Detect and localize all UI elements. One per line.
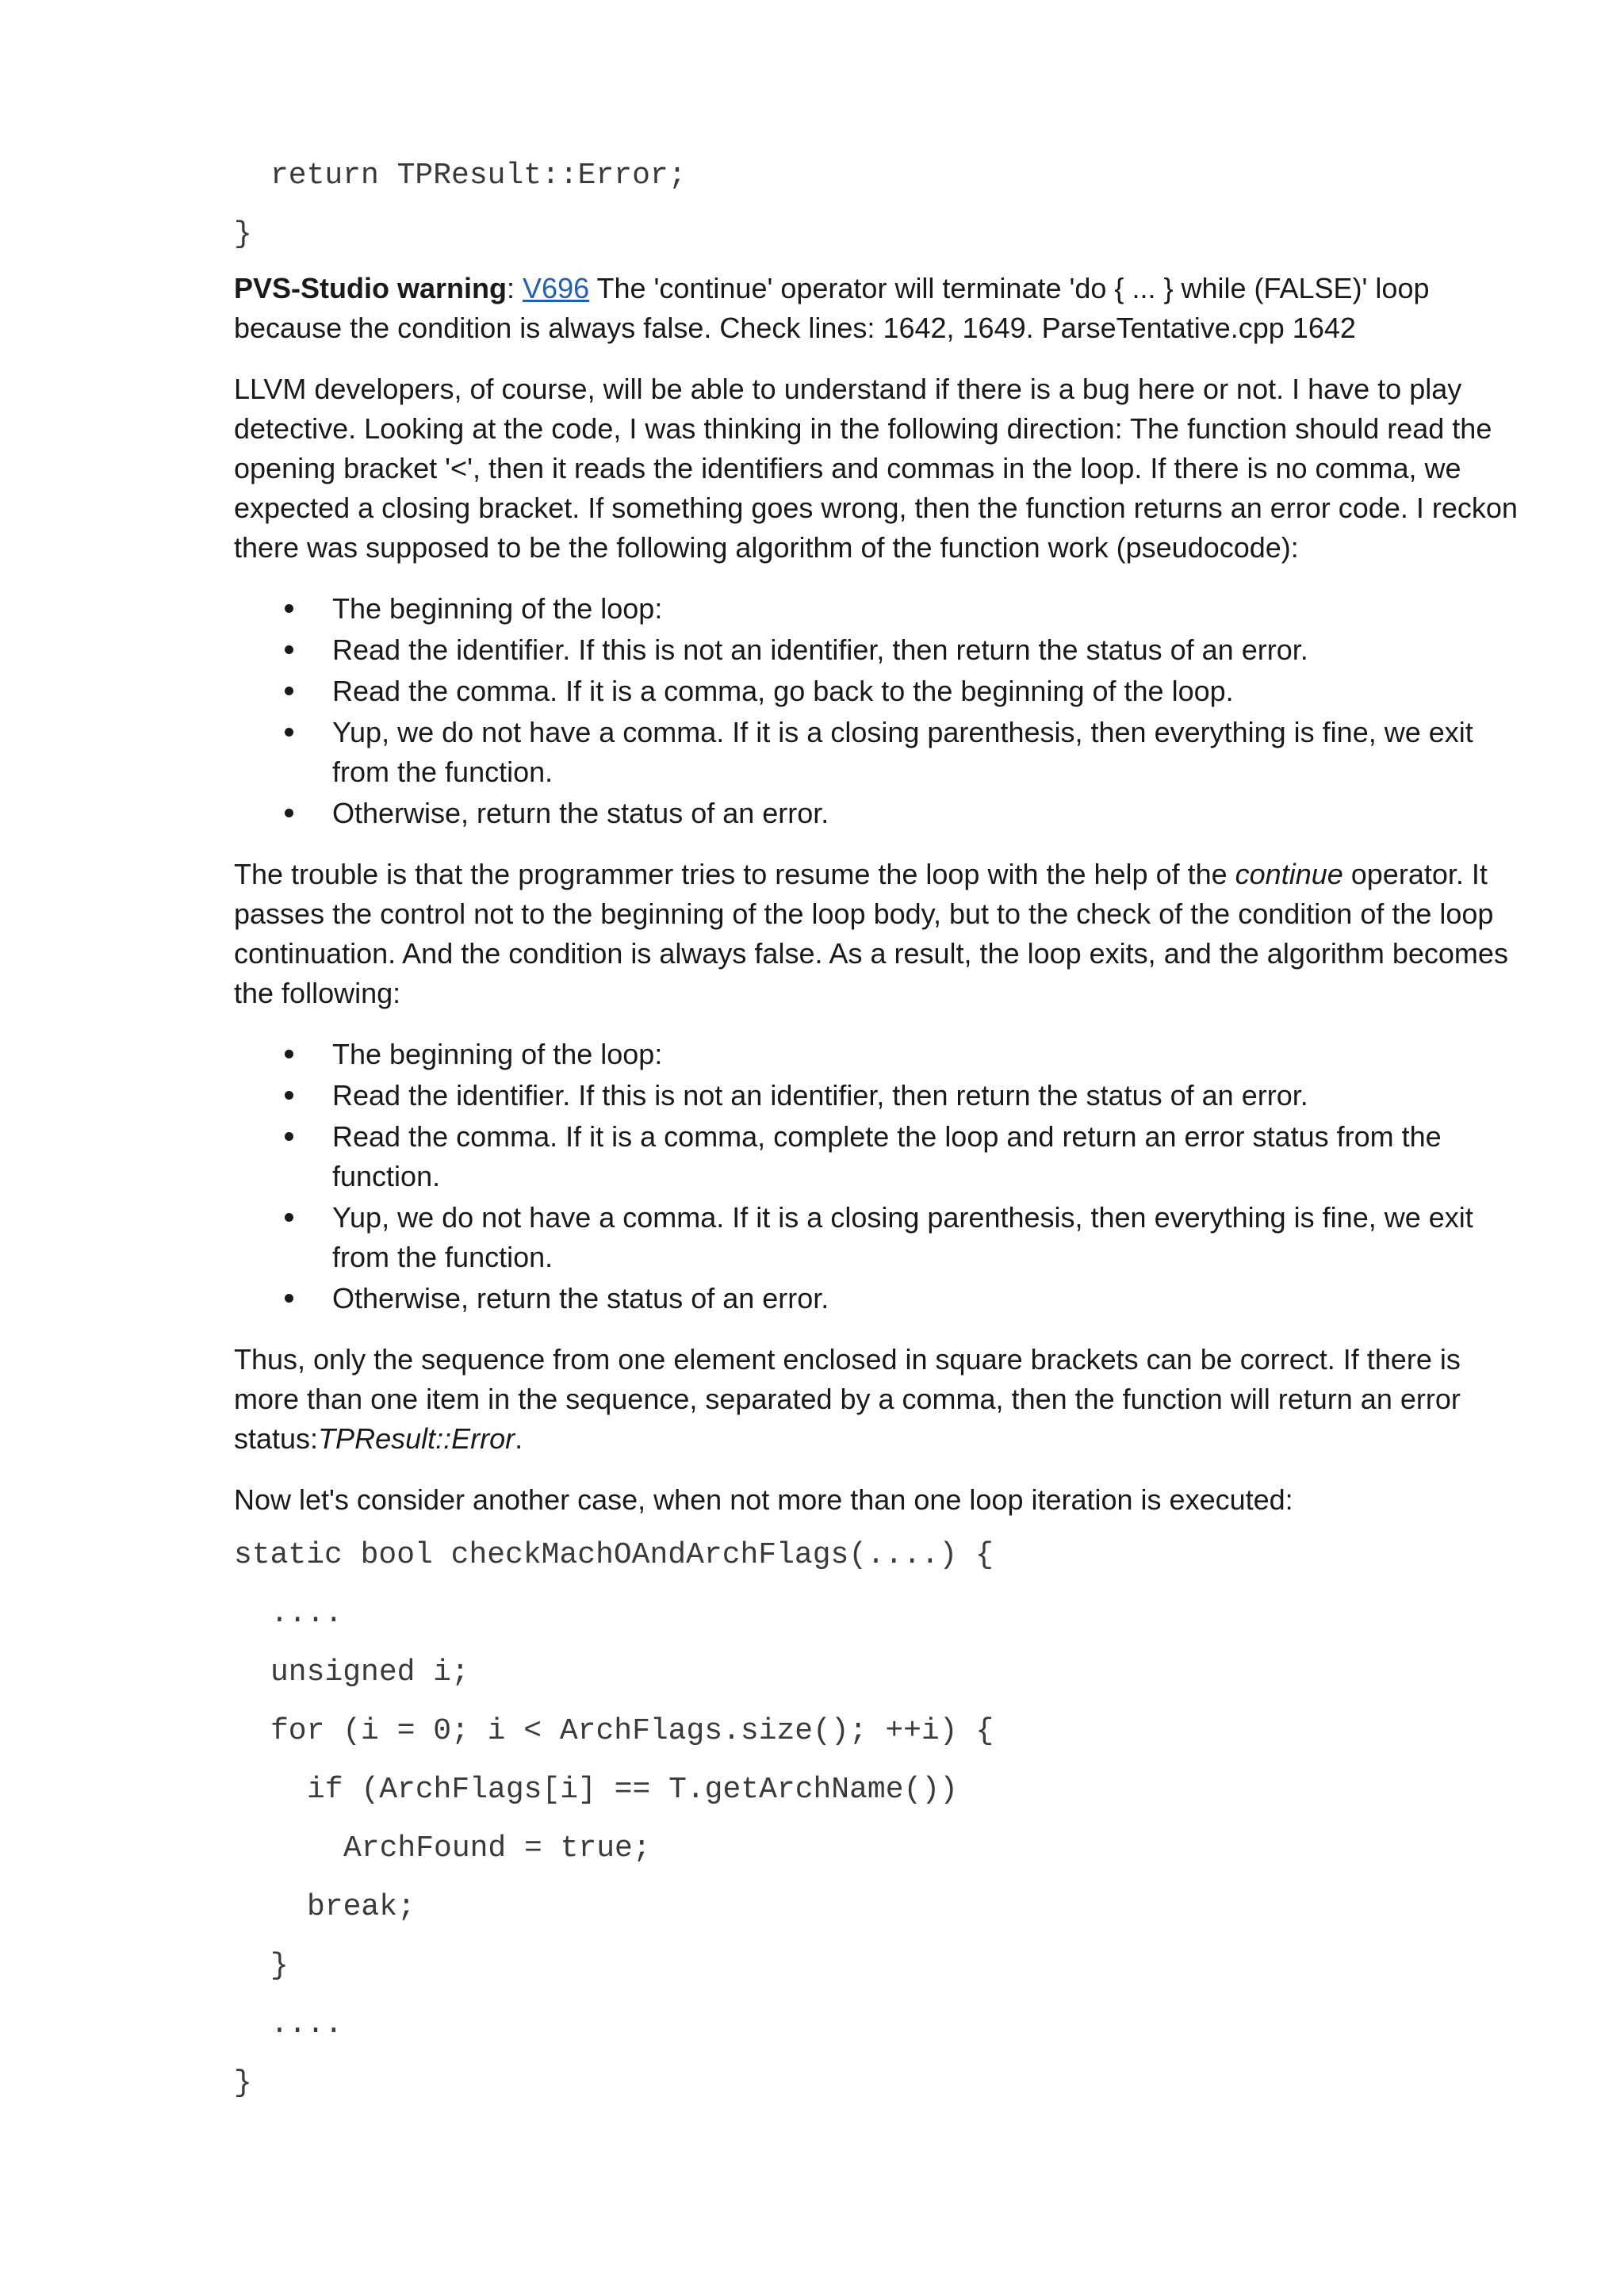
list-item-text: The beginning of the loop: [332, 592, 663, 625]
paragraph-conclusion [234, 1340, 1519, 1459]
list-item-text: Otherwise, return the status of an error. [332, 1282, 829, 1314]
code-line: } [270, 1949, 289, 1983]
paragraph-text: The trouble is that the programmer tries to resume the loop with the help of the [234, 858, 1235, 890]
code-line: if (ArchFlags[i] == T.getArchName()) [307, 1773, 958, 1807]
list-item-text: Read the comma. If it is a comma, complete the loop and return an error status from the function. [332, 1120, 1442, 1192]
code-line: .... [270, 1597, 343, 1631]
diagnostic-link-v696[interactable]: V696 [523, 272, 590, 304]
list-item-text: Read the comma. If it is a comma, go back to the beginning of the loop. [332, 675, 1234, 707]
list-item [234, 1035, 1519, 1074]
warning-label: PVS-Studio warning [234, 272, 508, 304]
list-item [234, 1076, 1519, 1115]
warning-message: The 'continue' operator will terminate 'do { ... } while (FALSE)' loop because the condition is always false. Check lines: 1642, 1649. ParseTentative.cpp 1642 [234, 272, 1430, 344]
list-item-text: Yup, we do not have a comma. If it is a closing parenthesis, then everything is fine, we exit from the function. [332, 1201, 1473, 1273]
paragraph-another-case: Now let's consider another case, when not more than one loop iteration is executed: [234, 1483, 1293, 1516]
paragraph-text: . [515, 1422, 523, 1455]
list-item-text: The beginning of the loop: [332, 1038, 663, 1070]
list-item [234, 1117, 1519, 1196]
expected-algorithm-list [234, 589, 1519, 833]
code-line: unsigned i; [270, 1655, 469, 1689]
warning-colon: : [507, 272, 523, 304]
bullet-icon [285, 1091, 293, 1100]
bullet-icon [285, 1132, 293, 1141]
paragraph-text: Thus, only the sequence from one element enclosed in square brackets can be correct. If there is more than one item in the sequence, separated by a comma, then the function will return an error status: [234, 1343, 1461, 1455]
code-block-bottom [234, 1526, 1519, 2113]
paragraph-text: operator. It passes the control not to the beginning of the loop body, but to the check of the condition of the loop continuation. And the condition is always false. As a result, the loop exits, and the algorithm becomes the following: [234, 858, 1508, 1009]
code-block-top [234, 147, 1519, 264]
bullet-icon [285, 809, 293, 817]
paragraph-emphasis: continue [1235, 858, 1343, 890]
list-item [234, 589, 1519, 629]
code-line: return TPResult::Error; [270, 159, 687, 193]
list-item-text: Yup, we do not have a comma. If it is a closing parenthesis, then everything is fine, we exit from the function. [332, 716, 1473, 788]
bullet-icon [285, 728, 293, 737]
code-line: .... [270, 2007, 343, 2042]
list-item-text: Read the identifier. If this is not an identifier, then return the status of an error. [332, 633, 1308, 666]
list-item [234, 630, 1519, 670]
bullet-icon [285, 1294, 293, 1303]
paragraph-emphasis: TPResult::Error [318, 1422, 515, 1455]
list-item-text: Read the identifier. If this is not an identifier, then return the status of an error. [332, 1079, 1308, 1112]
bullet-icon [285, 687, 293, 695]
actual-algorithm-list [234, 1035, 1519, 1318]
code-line: break; [307, 1890, 416, 1924]
bullet-icon [285, 1050, 293, 1058]
list-item [234, 1279, 1519, 1318]
code-line: for (i = 0; i < ArchFlags.size(); ++i) { [270, 1714, 994, 1748]
paragraph-trouble [234, 855, 1519, 1013]
list-item [234, 1198, 1519, 1277]
list-item [234, 672, 1519, 711]
code-line: ArchFound = true; [343, 1831, 651, 1866]
bullet-icon [285, 1213, 293, 1222]
list-item [234, 713, 1519, 792]
bullet-icon [285, 604, 293, 613]
page-content [234, 147, 1519, 2113]
bullet-icon [285, 645, 293, 654]
list-item-text: Otherwise, return the status of an error. [332, 797, 829, 829]
code-line: } [234, 2066, 252, 2100]
paragraph-analysis: LLVM developers, of course, will be able to understand if there is a bug here or not. I have to play detective. Looking at the code, I was thinking in the following direction: The function should read the opening bracket '<', then it reads the identifiers and commas in the loop. If there is no comma, we expected a closing bracket. If something goes wrong, then the function returns an error code. I reckon there was supposed to be the following algorithm of the function work (pseudocode): [234, 373, 1518, 564]
warning-paragraph [234, 269, 1519, 348]
code-line: static bool checkMachOAndArchFlags(....) { [234, 1538, 994, 1572]
list-item [234, 794, 1519, 833]
code-line: } [234, 217, 252, 251]
